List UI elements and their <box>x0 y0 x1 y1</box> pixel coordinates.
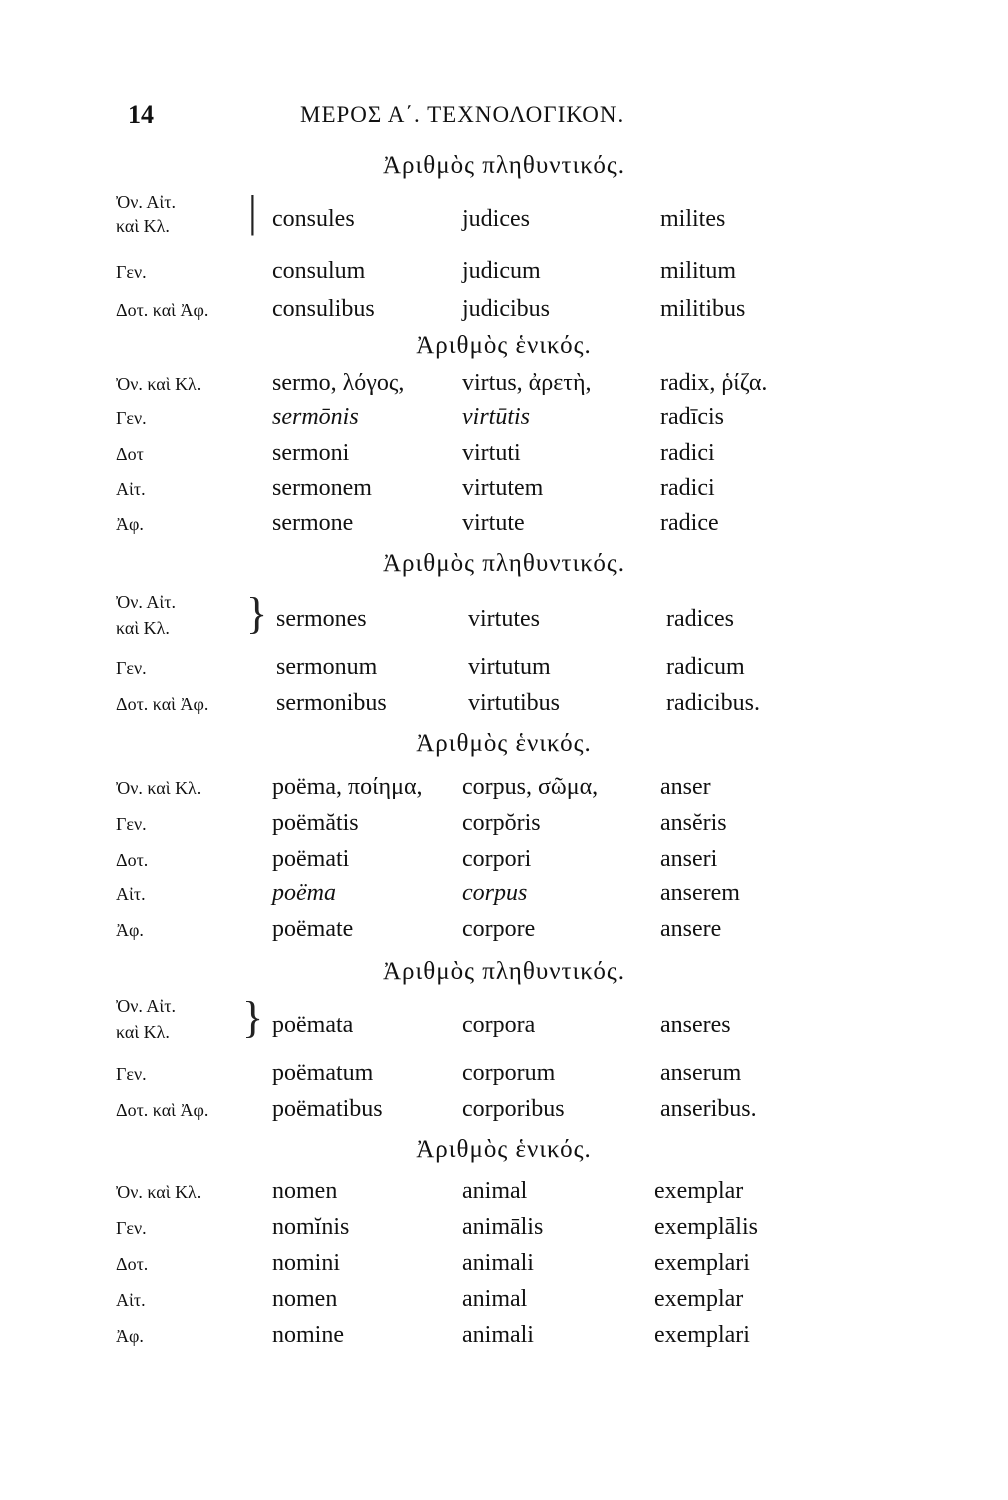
case-label: καὶ Κλ. <box>116 618 170 638</box>
case-label: Ὀν. καὶ Κλ. <box>116 374 202 394</box>
form-cell: corpora <box>462 1012 536 1038</box>
page-number: 14 <box>128 100 154 129</box>
declension-row <box>0 654 1008 684</box>
form-cell: anser <box>660 774 711 800</box>
form-cell: sermones <box>276 606 367 632</box>
declension-row <box>0 774 1008 804</box>
form-cell: ansĕris <box>660 810 727 836</box>
form-cell: animal <box>462 1178 528 1204</box>
form-cell: poëma, ποίημα, <box>272 774 423 800</box>
form-cell: animālis <box>462 1214 544 1240</box>
form-cell: virtutibus <box>468 690 561 716</box>
form-cell: virtutum <box>468 654 551 680</box>
form-cell: anseres <box>660 1012 731 1038</box>
declension-row <box>0 296 1008 326</box>
form-cell: sermone <box>272 510 354 536</box>
case-label: Αἰτ. <box>116 1290 146 1310</box>
form-cell: virtutem <box>462 475 544 501</box>
declension-row <box>0 1286 1008 1316</box>
declension-row <box>0 810 1008 840</box>
form-cell: corpŏris <box>462 810 541 836</box>
form-cell: sermonibus <box>276 690 387 716</box>
form-cell: poëma <box>272 880 336 906</box>
form-cell: militum <box>660 258 737 284</box>
declension-row <box>0 1214 1008 1244</box>
case-label: Δοτ. καὶ Ἀφ. <box>116 300 209 320</box>
case-label: Αἰτ. <box>116 884 146 904</box>
declension-row <box>0 1322 1008 1352</box>
form-cell: virtutes <box>468 606 540 632</box>
declension-row <box>0 916 1008 946</box>
form-cell: corpus <box>462 880 528 906</box>
form-cell: poëmatum <box>272 1060 374 1086</box>
section-title: Ἀριθμὸς πληθυντικός. <box>382 958 625 985</box>
form-cell: poëmate <box>272 916 354 942</box>
form-cell: radice <box>660 510 719 536</box>
form-cell: sermōnis <box>272 404 359 430</box>
form-cell: judices <box>462 206 530 232</box>
form-cell: exemplar <box>654 1178 744 1204</box>
form-cell: poëmati <box>272 846 350 872</box>
declension-row <box>0 440 1008 470</box>
form-cell: corpori <box>462 846 532 872</box>
form-cell: anseribus. <box>660 1096 757 1122</box>
case-label: Ἀφ. <box>116 920 144 940</box>
form-cell: nomen <box>272 1286 338 1312</box>
case-label: Ἀφ. <box>116 1326 144 1346</box>
declension-row <box>0 1250 1008 1280</box>
case-label: Ὀν. καὶ Κλ. <box>116 1182 202 1202</box>
declension-row <box>0 187 1008 236</box>
form-cell: nomen <box>272 1178 338 1204</box>
form-cell: judicum <box>462 258 541 284</box>
case-label: Δοτ. καὶ Ἀφ. <box>116 694 209 714</box>
declension-row <box>0 589 1008 638</box>
form-cell: virtūtis <box>462 404 531 430</box>
declension-row <box>0 846 1008 876</box>
declension-row <box>0 880 1008 910</box>
form-cell: anseri <box>660 846 718 872</box>
section-title: Ἀριθμὸς πληθυντικός. <box>382 550 625 577</box>
form-cell: ansere <box>660 916 722 942</box>
case-label: Δοτ. <box>116 850 149 870</box>
case-label: Δοτ. <box>116 1254 149 1274</box>
form-cell: nomini <box>272 1250 341 1276</box>
form-cell: corporum <box>462 1060 556 1086</box>
declension-row <box>0 510 1008 540</box>
form-cell: nomine <box>272 1322 344 1348</box>
form-cell: sermonem <box>272 475 372 501</box>
case-label: Ὀν. Αἰτ. <box>116 192 176 212</box>
case-label: Γεν. <box>116 658 147 678</box>
declension-row <box>0 370 1008 400</box>
form-cell: radices <box>666 606 734 632</box>
case-label: Γεν. <box>116 814 147 834</box>
form-cell: radicibus. <box>666 690 760 716</box>
running-title: ΜΕΡΟΣ Α΄. ΤΕΧΝΟΛΟΓΙΚΟΝ. <box>300 102 625 127</box>
form-cell: anserem <box>660 880 740 906</box>
form-cell: radīcis <box>660 404 724 430</box>
case-label: Ἀφ. <box>116 514 144 534</box>
form-cell: animal <box>462 1286 528 1312</box>
case-label: Γεν. <box>116 408 147 428</box>
form-cell: virtuti <box>462 440 521 466</box>
case-label: Ὀν. Αἰτ. <box>116 592 176 612</box>
form-cell: corpore <box>462 916 536 942</box>
section-title: Ἀριθμὸς ἑνικός. <box>416 730 592 757</box>
form-cell: exemplari <box>654 1250 750 1276</box>
form-cell: anserum <box>660 1060 742 1086</box>
form-cell: virtute <box>462 510 525 536</box>
brace: } <box>246 589 268 638</box>
form-cell: militibus <box>660 296 746 322</box>
form-cell: radix, ῥίζα. <box>660 370 768 396</box>
form-cell: radici <box>660 475 715 501</box>
case-label: Γεν. <box>116 1218 147 1238</box>
form-cell: animali <box>462 1322 534 1348</box>
section-title: Ἀριθμὸς πληθυντικός. <box>382 152 625 179</box>
form-cell: exemplari <box>654 1322 750 1348</box>
case-label: Ὀν. καὶ Κλ. <box>116 778 202 798</box>
section-title: Ἀριθμὸς ἑνικός. <box>416 1136 592 1163</box>
declension-row <box>0 258 1008 288</box>
declension-row <box>0 1096 1008 1126</box>
form-cell: corporibus <box>462 1096 565 1122</box>
form-cell: poëmatibus <box>272 1096 383 1122</box>
form-cell: milites <box>660 206 726 232</box>
declension-row <box>0 690 1008 720</box>
form-cell: radicum <box>666 654 745 680</box>
declension-row <box>0 1178 1008 1208</box>
form-cell: sermo, λόγος, <box>272 370 405 396</box>
declension-row <box>0 475 1008 505</box>
form-cell: judicibus <box>462 296 550 322</box>
form-cell: corpus, σῶμα, <box>462 774 599 800</box>
case-label: Αἰτ. <box>116 479 146 499</box>
form-cell: virtus, ἀρετὴ, <box>462 370 592 396</box>
form-cell: sermonum <box>276 654 378 680</box>
brace: } <box>242 993 264 1042</box>
declension-row <box>0 1060 1008 1090</box>
form-cell: consulibus <box>272 296 375 322</box>
form-cell: animali <box>462 1250 534 1276</box>
case-label: Γεν. <box>116 262 147 282</box>
section-title: Ἀριθμὸς ἑνικός. <box>416 332 592 359</box>
declension-row <box>0 993 1008 1042</box>
case-label: Γεν. <box>116 1064 147 1084</box>
form-cell: nomĭnis <box>272 1214 350 1240</box>
form-cell: radici <box>660 440 715 466</box>
declension-row <box>0 404 1008 434</box>
running-header <box>0 100 1008 140</box>
case-label: Δοτ <box>116 444 144 464</box>
brace: | <box>248 187 257 236</box>
form-cell: poëmătis <box>272 810 359 836</box>
case-label: καὶ Κλ. <box>116 1022 170 1042</box>
form-cell: sermoni <box>272 440 350 466</box>
form-cell: exemplālis <box>654 1214 758 1240</box>
case-label: καὶ Κλ. <box>116 216 170 236</box>
case-label: Ὀν. Αἰτ. <box>116 996 176 1016</box>
form-cell: poëmata <box>272 1012 354 1038</box>
form-cell: consules <box>272 206 355 232</box>
form-cell: exemplar <box>654 1286 744 1312</box>
form-cell: consulum <box>272 258 366 284</box>
case-label: Δοτ. καὶ Ἀφ. <box>116 1100 209 1120</box>
